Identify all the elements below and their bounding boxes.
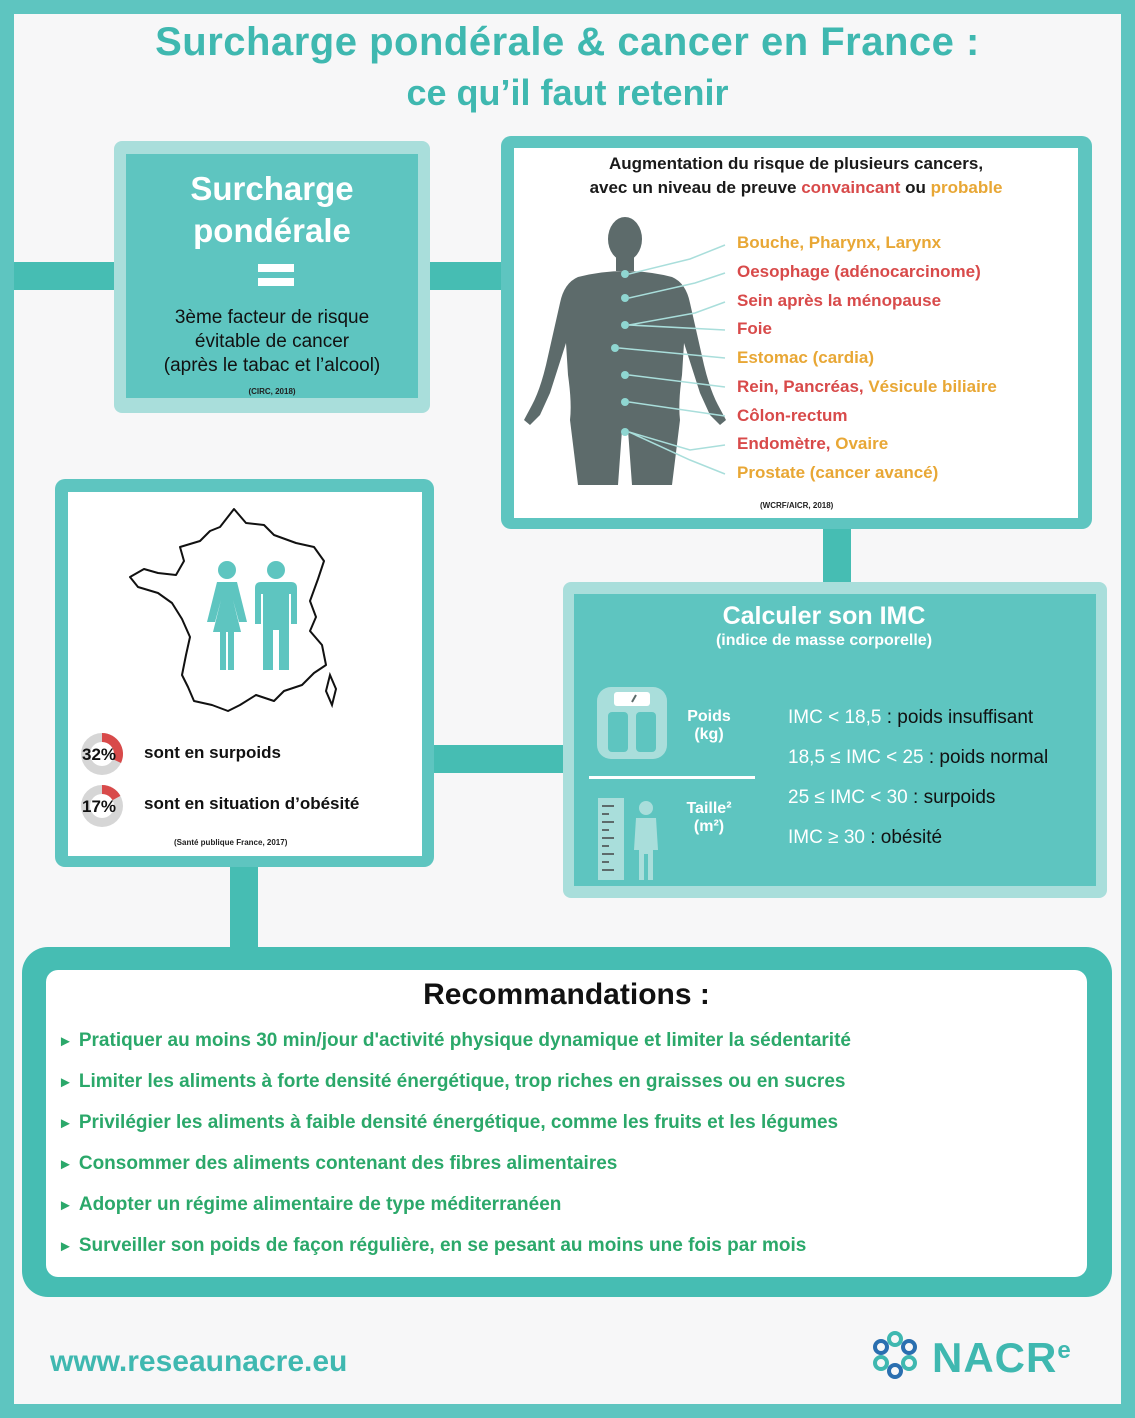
connector-left-h [14,262,124,290]
cancer-item-text: Sein après la ménopause [737,291,942,310]
cancer-item-text: Rein, Pancréas, [737,377,869,396]
recommandation-text: Limiter les aliments à forte densité énergétique, trop riches en graisses ou en sucres [78,1071,846,1092]
heading-ou: ou [900,178,931,197]
imc-row [788,707,1033,729]
connector-right-v [823,528,851,586]
arrow-right-icon: ► [58,1156,73,1173]
cancer-item [737,434,888,454]
recommandation-text: Pratiquer au moins 30 min/jour d'activité physique dynamique et limiter la sédentarité [78,1030,851,1051]
imc-row-value: : poids normal [923,747,1049,768]
cancer-item [737,291,941,311]
nacre-logo [932,1334,1072,1382]
imc-row-key: IMC ≥ 30 [788,827,865,848]
cancers-heading-line2 [514,178,1078,198]
stat-pct-obesite: 17% [82,797,117,816]
legend-probable: probable [930,178,1003,197]
arrow-right-icon: ► [58,1115,73,1132]
footer-url-link[interactable]: www.reseaunacre.eu [50,1345,348,1378]
page-subtitle: ce qu’il faut retenir [406,72,729,113]
cancer-item [737,319,772,339]
equals-sign-top [258,264,294,272]
arrow-right-icon: ► [58,1197,73,1214]
recommandation-item [58,1030,851,1052]
taille-label [674,800,744,836]
arrow-right-icon: ► [58,1033,73,1050]
arrow-right-icon: ► [58,1238,73,1255]
logo-text-main: NACR [932,1334,1058,1381]
recommandation-item [58,1112,838,1134]
cancer-item-text: Oesophage (adénocarcinome) [737,262,981,281]
cancer-item [737,377,997,397]
legend-convaincant: convaincant [801,178,901,197]
surcharge-text-line1: 3ème facteur de risque [174,307,370,328]
cancers-heading-line1: Augmentation du risque de plusieurs cancers, [608,154,984,173]
recommandation-item [58,1194,561,1216]
imc-row-value: : poids insuffisant [881,707,1034,728]
imc-row [788,747,1048,769]
body-silhouette-icon [520,215,760,490]
cancer-item [737,262,981,282]
connector-left-v [230,866,258,950]
poids-label-line2: (kg) [694,726,724,743]
logo-text-sup: e [1057,1337,1072,1364]
imc-row-key: IMC < 18,5 [788,707,882,728]
cancer-item-text: Endomètre, [737,434,836,453]
nacre-logo-icon [870,1330,920,1380]
man-icon [253,560,299,672]
connector-top-h [428,262,508,290]
taille-label-line2: (m²) [693,818,725,835]
page-title: Surcharge pondérale & cancer en France : [155,20,980,64]
taille-label-line1: Taille² [686,800,732,817]
recommandation-item [58,1235,806,1257]
arrow-right-icon: ► [58,1074,73,1091]
cancer-item [737,406,848,426]
cancers-source: (WCRF/AICR, 2018) [760,501,834,510]
recommandation-text: Consommer des aliments contenant des fibres alimentaires [78,1153,618,1174]
cancer-item-text: Estomac (cardia) [737,348,874,367]
poids-label [674,708,744,744]
surcharge-source: (CIRC, 2018) [248,387,296,396]
surcharge-text-line2: évitable de cancer [194,331,350,352]
recommandation-item [58,1153,617,1175]
surcharge-text-line3: (après le tabac et l’alcool) [163,355,381,376]
imc-title: Calculer son IMC [722,602,926,630]
woman-icon [203,560,251,672]
imc-separator [589,776,755,779]
equals-sign-bottom [258,278,294,286]
connector-mid-h [432,745,566,773]
cancer-item [737,463,938,483]
scale-icon [596,686,668,760]
recommandation-text: Privilégier les aliments à faible densité énergétique, comme les fruits et les légumes [78,1112,839,1133]
cancer-item [737,348,874,368]
imc-row-value: : obésité [864,827,943,848]
poids-label-line1: Poids [687,708,731,725]
surcharge-title-line1: Surcharge [190,170,354,207]
imc-row [788,787,995,809]
recommandation-text: Adopter un régime alimentaire de type méditerranéen [78,1194,562,1215]
cancer-item [737,233,941,253]
surcharge-text [126,306,418,378]
cancer-item-text: Prostate (cancer avancé) [737,463,939,482]
height-gauge-icon [596,796,666,882]
recommandation-text: Surveiller son poids de façon régulière, en se pesant au moins une fois par mois [78,1235,807,1256]
recommandations-title: Recommandations : [423,978,710,1011]
imc-row-key: 25 ≤ IMC < 30 [788,787,908,808]
france-source: (Santé publique France, 2017) [174,838,288,847]
heading-prefix: avec un niveau de preuve [589,178,802,197]
stat-label-surpoids: sont en surpoids [144,743,281,762]
imc-row-key: 18,5 ≤ IMC < 25 [788,747,924,768]
imc-subtitle: (indice de masse corporelle) [715,632,933,649]
surcharge-title-line2: pondérale [193,212,351,249]
stat-pct-surpoids: 32% [82,745,117,764]
surcharge-title [126,168,418,252]
recommandation-item [58,1071,845,1093]
cancer-item-text: Vésicule biliaire [868,377,997,396]
stat-label-obesite: sont en situation d’obésité [144,794,360,813]
cancer-item-text: Foie [737,319,772,338]
cancer-item-text: Ovaire [835,434,889,453]
cancer-item-text: Bouche, Pharynx, Larynx [737,233,942,252]
imc-row [788,827,942,849]
imc-row-value: : surpoids [907,787,996,808]
cancer-item-text: Côlon-rectum [737,406,848,425]
